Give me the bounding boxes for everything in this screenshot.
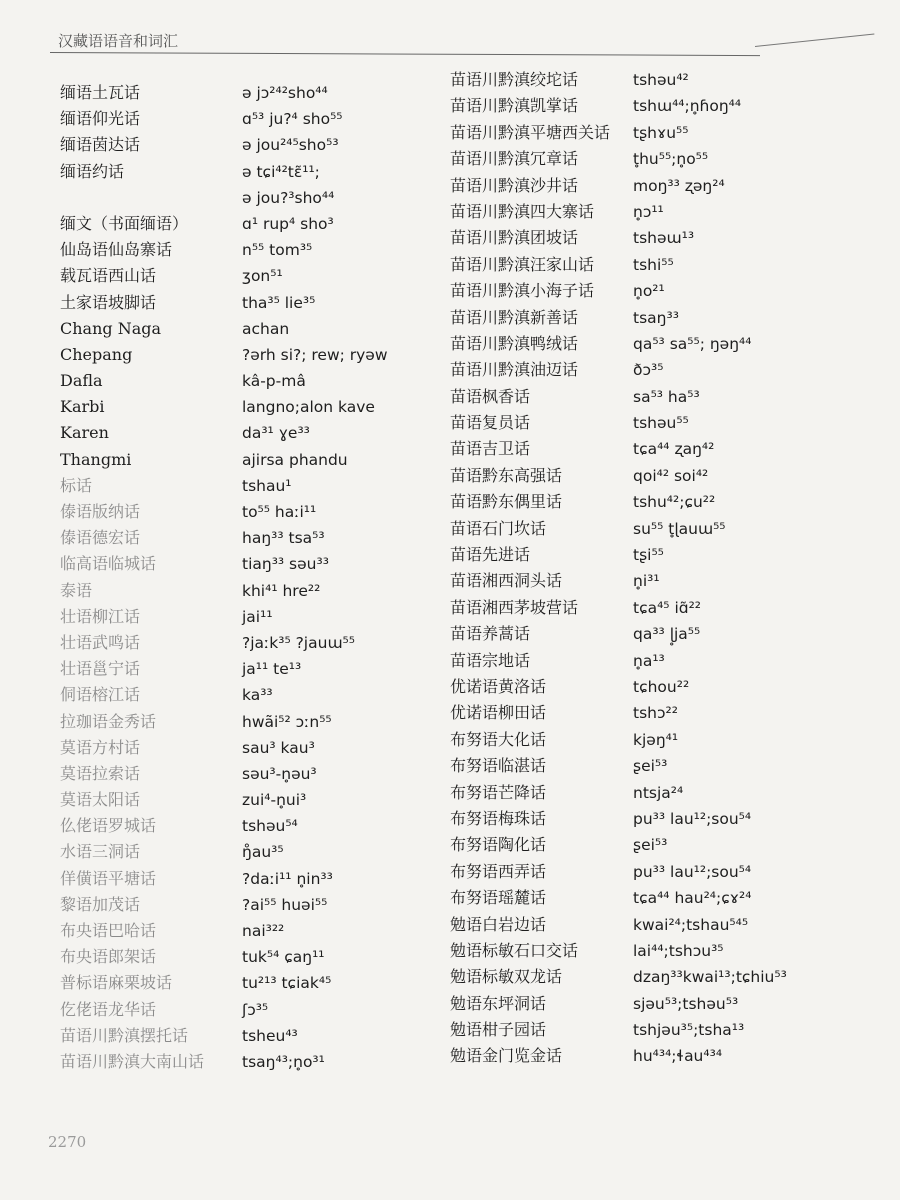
phonetic-form: ʒon⁵¹ (242, 267, 283, 286)
language-name: 勉语标敏双龙话 (450, 967, 563, 987)
entry-row (60, 551, 445, 577)
entry-row (60, 813, 445, 839)
entry-row (450, 964, 890, 990)
phonetic-form: qa⁵³ sa⁵⁵; ŋəŋ⁴⁴ (633, 334, 752, 353)
language-name: 泰语 (60, 580, 93, 600)
entry-row (60, 1023, 445, 1049)
language-name: 标话 (60, 475, 93, 495)
phonetic-form: jai¹¹ (242, 607, 273, 626)
phonetic-form: khi⁴¹ hre²² (242, 581, 321, 600)
phonetic-form: dzaŋ³³kwai¹³;tɕhiu⁵³ (633, 968, 787, 987)
left-column (60, 80, 445, 1075)
language-name: 苗语吉卫话 (450, 439, 531, 459)
entry-row (450, 568, 890, 594)
entry-row (450, 357, 890, 383)
entry-row (450, 489, 890, 515)
phonetic-form: tshjəu³⁵;tsha¹³ (633, 1021, 745, 1040)
language-name: 苗语黔东高强话 (450, 465, 563, 485)
language-name: 布努语陶化话 (450, 835, 547, 855)
entry-row (450, 595, 890, 621)
phonetic-form: ŋ̊au³⁵ (242, 843, 284, 862)
language-name: 壮语柳江话 (60, 606, 141, 626)
entry-row (450, 912, 890, 938)
language-name: 缅语土瓦话 (60, 83, 141, 102)
entry-row (60, 997, 445, 1023)
entry-row (60, 709, 445, 735)
language-name: 勉语白岩边话 (450, 914, 547, 934)
entry-row (60, 578, 445, 604)
entry-row (60, 839, 445, 865)
phonetic-form: langno;alon kave (242, 398, 375, 417)
phonetic-form: tɕa⁴⁴ hau²⁴;ɕɤ²⁴ (633, 889, 752, 908)
phonetic-form: kjəŋ⁴¹ (633, 730, 679, 749)
entry-row (60, 1049, 445, 1075)
entry-row (60, 185, 445, 211)
phonetic-form: ə jou²⁴⁵sho⁵³ (242, 136, 339, 155)
entry-row (450, 806, 890, 832)
entry-row (450, 252, 890, 278)
phonetic-form: tsaŋ³³ (633, 308, 679, 327)
entry-row (450, 780, 890, 806)
entry-row (450, 225, 890, 251)
entry-row (450, 832, 890, 858)
language-name: 苗语川黔滇平塘西关话 (450, 122, 611, 142)
phonetic-form: tʂhɤu⁵⁵ (633, 123, 689, 142)
phonetic-form: tshəu⁵⁴ (242, 817, 298, 836)
entry-row (60, 420, 445, 446)
language-name: 临高语临城话 (60, 554, 157, 574)
entry-row (450, 305, 890, 331)
language-name: 布央语巴哈话 (60, 921, 157, 940)
entry-row (450, 146, 890, 172)
phonetic-form: qoi⁴² soi⁴² (633, 466, 709, 485)
entry-row (60, 787, 445, 813)
language-name: 缅文（书面缅语） (60, 213, 189, 233)
language-name: 布努语西弄话 (450, 861, 547, 881)
entry-row (450, 991, 890, 1017)
language-name: 苗语先进话 (450, 545, 531, 565)
entry-row (60, 447, 445, 473)
entry-row (60, 761, 445, 787)
entry-row (60, 211, 445, 237)
entry-row (450, 1043, 890, 1069)
language-name: 侗语榕江话 (60, 685, 141, 705)
phonetic-form: tsaŋ⁴³;n̥o³¹ (242, 1052, 325, 1071)
language-name: 水语三洞话 (60, 842, 141, 862)
language-name: 苗语川黔滇小海子话 (450, 281, 595, 301)
language-name: 苗语川黔滇团坡话 (450, 228, 579, 248)
page-number: 2270 (48, 1133, 87, 1151)
language-name: 苗语养蒿话 (450, 624, 531, 644)
language-name: 苗语川黔滇汪家山话 (450, 254, 595, 274)
language-name: 苗语湘西洞头话 (450, 571, 563, 591)
phonetic-form: tuk⁵⁴ ɕaŋ¹¹ (242, 948, 325, 967)
phonetic-form: haŋ³³ tsa⁵³ (242, 529, 325, 548)
entry-row (60, 892, 445, 918)
phonetic-form: tshɯ⁴⁴;n̥ɦoŋ⁴⁴ (633, 97, 742, 116)
phonetic-form: su⁵⁵ t̥ɭauɯ⁵⁵ (633, 519, 726, 538)
language-name: 苗语川黔滇四大寨话 (450, 201, 595, 221)
entry-row (450, 859, 890, 885)
phonetic-form: t̥hu⁵⁵;n̥o⁵⁵ (633, 150, 709, 169)
phonetic-form: qa³³ ɭ̥ja⁵⁵ (633, 625, 701, 644)
language-name: 拉珈语金秀话 (60, 711, 157, 731)
phonetic-form: tu²¹³ tɕiak⁴⁵ (242, 974, 332, 993)
language-name: Karbi (60, 397, 105, 417)
entry-row (60, 394, 445, 420)
entry-row (450, 516, 890, 542)
language-name: 壮语邕宁话 (60, 659, 141, 679)
language-name: 壮语武鸣话 (60, 632, 141, 652)
language-name: 勉语东坪洞话 (450, 993, 547, 1013)
language-name: 苗语黔东偶里话 (450, 492, 563, 512)
language-name: 苗语川黔滇冗章话 (450, 149, 579, 169)
entry-row (60, 525, 445, 551)
language-name: 普标语麻栗坡话 (60, 973, 173, 993)
phonetic-form: tʂi⁵⁵ (633, 546, 664, 565)
phonetic-form: n̥i³¹ (633, 572, 660, 591)
entry-row (60, 656, 445, 682)
language-name: 勉语金门览金话 (450, 1046, 563, 1066)
language-name: Chang Naga (60, 318, 162, 338)
entry-row (450, 463, 890, 489)
language-name: Thangmi (60, 449, 132, 469)
entry-row (450, 93, 890, 119)
phonetic-form: ɑ¹ rup⁴ sho³ (242, 214, 334, 233)
running-header: 汉藏语语音和词汇 (58, 32, 179, 50)
phonetic-form: tshəɯ¹³ (633, 229, 695, 248)
language-name: 苗语川黔滇绞坨话 (450, 70, 579, 89)
phonetic-form: kwai²⁴;tshau⁵⁴⁵ (633, 915, 749, 934)
language-name: 苗语宗地话 (450, 650, 531, 670)
entry-row (60, 316, 445, 342)
phonetic-form: tshəu⁴² (633, 71, 689, 89)
phonetic-form: ʂei⁵³ (633, 836, 668, 855)
language-name: 莫语方村话 (60, 737, 141, 757)
entry-row (450, 120, 890, 146)
entry-row (60, 290, 445, 316)
phonetic-form: ðɔ³⁵ (633, 361, 664, 380)
entry-row (60, 866, 445, 892)
phonetic-form: nai³²² (242, 922, 285, 940)
phonetic-form: ?daːi¹¹ n̥in³³ (242, 869, 333, 888)
phonetic-form: achan (242, 319, 290, 338)
entry-row (60, 499, 445, 525)
phonetic-form: tshəu⁵⁵ (633, 414, 689, 433)
language-name: 土家语坡脚话 (60, 292, 157, 312)
phonetic-form: da³¹ ɣe³³ (242, 424, 310, 443)
language-name: 布努语瑶麓话 (450, 888, 547, 908)
phonetic-form: n̥ɔ¹¹ (633, 202, 664, 221)
entry-row (450, 727, 890, 753)
entry-row (450, 331, 890, 357)
language-name: Dafla (60, 371, 103, 391)
phonetic-form: ə tɕi⁴²tɛ̃¹¹; (242, 162, 320, 181)
entry-row (60, 630, 445, 656)
language-name: 苗语湘西茅坡营话 (450, 597, 579, 617)
language-name: 苗语复员话 (450, 413, 531, 433)
phonetic-form: zui⁴-n̥ui³ (242, 791, 307, 810)
header-rule (50, 52, 760, 56)
phonetic-form: ja¹¹ te¹³ (242, 660, 302, 679)
language-name: 仙岛语仙岛寨话 (60, 240, 173, 260)
phonetic-form: pu³³ lau¹²;sou⁵⁴ (633, 862, 752, 881)
phonetic-form: ka³³ (242, 686, 273, 705)
phonetic-form: ?ərh si?; rew; ryəw (242, 345, 388, 364)
entry-row (450, 753, 890, 779)
phonetic-form: tɕhou²² (633, 677, 690, 696)
language-name: 仡佬语龙华话 (60, 999, 157, 1019)
entry-row (450, 436, 890, 462)
language-name: 苗语川黔滇鸭绒话 (450, 333, 579, 353)
phonetic-form: moŋ³³ ʐəŋ²⁴ (633, 176, 725, 195)
entry-row (60, 368, 445, 394)
language-name: 苗语川黔滇油迈话 (450, 360, 579, 380)
phonetic-form: ɑ⁵³ ju?⁴ sho⁵⁵ (242, 110, 343, 129)
header-rule-tail (755, 33, 874, 47)
language-name: 缅语约话 (60, 161, 125, 181)
language-name: 缅语仰光话 (60, 109, 141, 129)
entry-row (60, 735, 445, 761)
entry-row (60, 944, 445, 970)
phonetic-form: tshi⁵⁵ (633, 255, 674, 274)
language-name: 傣语德宏话 (60, 528, 141, 548)
phonetic-form: ə jɔ²⁴²sho⁴⁴ (242, 84, 328, 102)
language-name: 布努语大化话 (450, 729, 547, 749)
language-name: Karen (60, 423, 109, 443)
phonetic-form: tɕa⁴⁵ iɑ̃²² (633, 598, 702, 617)
phonetic-form: ə jou?³sho⁴⁴ (242, 188, 335, 207)
entry-row (450, 648, 890, 674)
language-name: 佯僙语平塘话 (60, 868, 157, 888)
phonetic-form: ?ai⁵⁵ huəi⁵⁵ (242, 895, 328, 914)
entry-row (450, 542, 890, 568)
entry-row (60, 237, 445, 263)
language-name: 傣语版纳话 (60, 502, 141, 521)
phonetic-form: ?jaːk³⁵ ?jauɯ⁵⁵ (242, 633, 355, 652)
phonetic-form: lai⁴⁴;tshɔu³⁵ (633, 941, 724, 960)
phonetic-form: tshu⁴²;ɕu²² (633, 493, 716, 512)
language-name: 苗语川黔滇沙井话 (450, 175, 579, 195)
phonetic-form: ntsja²⁴ (633, 783, 684, 802)
language-name: 布努语芒降话 (450, 782, 547, 802)
phonetic-form: pu³³ lau¹²;sou⁵⁴ (633, 809, 752, 828)
right-column (450, 67, 890, 1070)
entry-row (450, 1017, 890, 1043)
phonetic-form: hu⁴³⁴;ɬau⁴³⁴ (633, 1047, 723, 1066)
language-name: 苗语枫香话 (450, 386, 531, 406)
language-name: 黎语加茂话 (60, 894, 141, 914)
language-name: 载瓦语西山话 (60, 266, 157, 286)
language-name: Chepang (60, 344, 133, 364)
language-name: 苗语石门坎话 (450, 518, 547, 538)
entry-row (60, 342, 445, 368)
phonetic-form: tiaŋ³³ səu³³ (242, 555, 329, 574)
phonetic-form: tha³⁵ lie³⁵ (242, 293, 316, 312)
phonetic-form: n̥a¹³ (633, 651, 665, 670)
language-name: 优诺语黄洛话 (450, 676, 547, 696)
phonetic-form: to⁵⁵ haːi¹¹ (242, 503, 317, 521)
language-name: 布央语郎架话 (60, 947, 157, 967)
language-name: 缅语茵达话 (60, 135, 141, 155)
phonetic-form: sau³ kau³ (242, 738, 315, 757)
entry-row (450, 674, 890, 700)
phonetic-form: ʃɔ³⁵ (242, 1000, 269, 1019)
language-name: 勉语标敏石口交话 (450, 940, 579, 960)
language-name: 苗语川黔滇新善话 (450, 307, 579, 327)
entry-row (60, 970, 445, 996)
phonetic-form: tɕa⁴⁴ ʐaŋ⁴² (633, 440, 715, 459)
phonetic-form: tshɔ²² (633, 704, 678, 723)
phonetic-form: ʂei⁵³ (633, 757, 668, 776)
phonetic-form: n̥o²¹ (633, 282, 665, 301)
entry-row (60, 159, 445, 185)
entry-row (60, 80, 445, 106)
entry-row (450, 278, 890, 304)
entry-row (60, 106, 445, 132)
entry-row (450, 410, 890, 436)
phonetic-form: tsheu⁴³ (242, 1026, 298, 1045)
language-name: 苗语川黔滇摆托话 (60, 1025, 189, 1045)
phonetic-form: sa⁵³ ha⁵³ (633, 387, 700, 406)
entry-row (450, 885, 890, 911)
language-name: 莫语拉索话 (60, 763, 141, 783)
entry-row (450, 199, 890, 225)
language-name: 勉语柑子园话 (450, 1020, 547, 1040)
language-name: 苗语川黔滇大南山话 (60, 1051, 205, 1071)
language-name: 布努语临湛话 (450, 756, 547, 776)
entry-row (60, 682, 445, 708)
entry-row (60, 604, 445, 630)
entry-row (450, 621, 890, 647)
entry-row (60, 132, 445, 158)
phonetic-form: sjəu⁵³;tshəu⁵³ (633, 994, 739, 1013)
language-name: 莫语太阳话 (60, 790, 141, 810)
phonetic-form: səu³-n̥əu³ (242, 764, 317, 783)
entry-row (60, 263, 445, 289)
phonetic-form: hwãi⁵² ɔːn⁵⁵ (242, 712, 332, 731)
entry-row (60, 473, 445, 499)
language-name: 仫佬语罗城话 (60, 816, 157, 836)
phonetic-form: tshau¹ (242, 476, 292, 495)
phonetic-form: kâ-p-mâ (242, 372, 306, 391)
phonetic-form: n⁵⁵ tom³⁵ (242, 241, 313, 260)
language-name: 布努语梅珠话 (450, 808, 547, 828)
entry-row (450, 67, 890, 93)
language-name: 苗语川黔滇凯掌话 (450, 96, 579, 116)
phonetic-form: ajirsa phandu (242, 450, 348, 469)
entry-row (450, 938, 890, 964)
entry-row (60, 918, 445, 944)
entry-row (450, 700, 890, 726)
language-name: 优诺语柳田话 (450, 703, 547, 723)
entry-row (450, 173, 890, 199)
entry-row (450, 384, 890, 410)
